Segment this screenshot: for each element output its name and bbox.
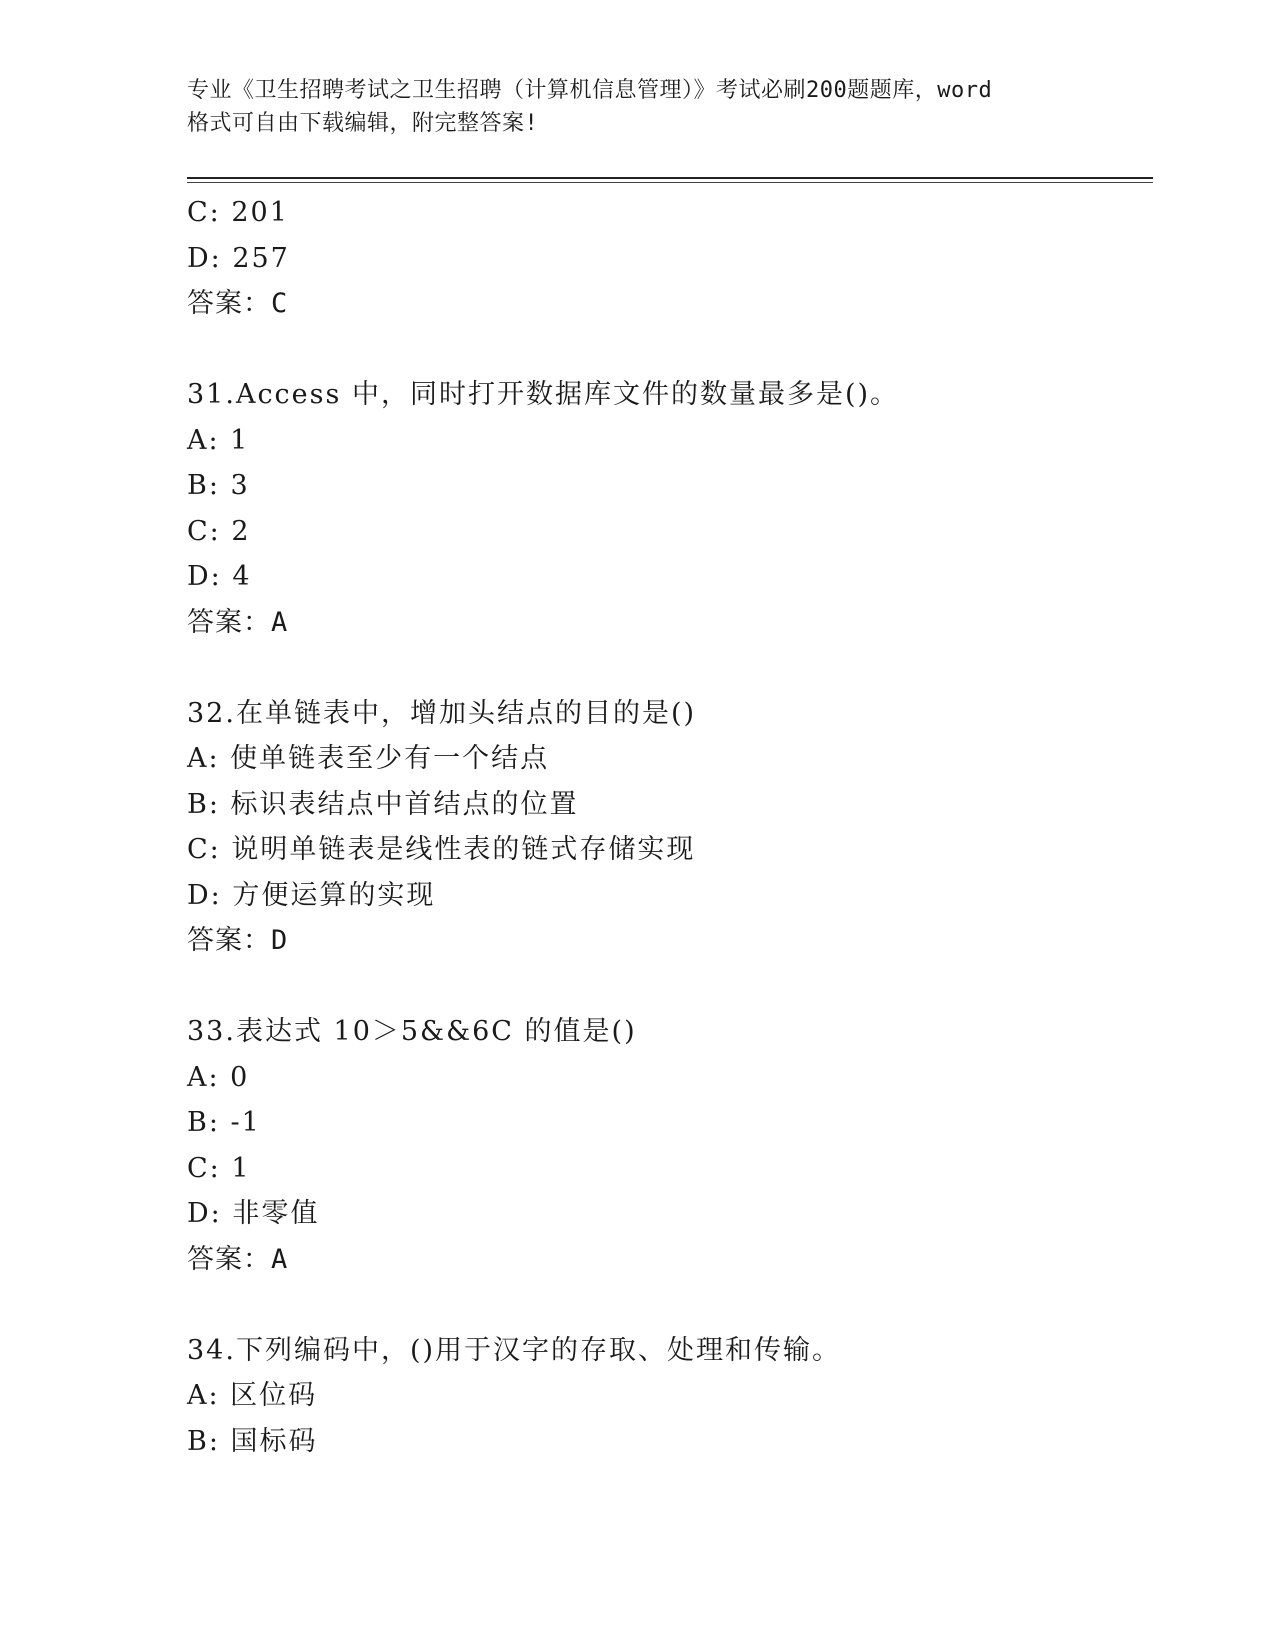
option-a: A: 区位码 — [187, 1380, 318, 1411]
header-rule-thick — [187, 177, 1153, 179]
option-a: A: 0 — [187, 1061, 250, 1093]
option-c: C: 201 — [187, 197, 289, 228]
answer-value: C — [271, 288, 289, 319]
answer-line — [187, 1237, 1153, 1283]
question-list — [187, 190, 1153, 1464]
header-rule-thin — [187, 182, 1153, 183]
answer-value: D — [271, 925, 289, 956]
answer-value: A — [271, 606, 289, 638]
option-a: A: 1 — [187, 424, 250, 456]
option-b: B: 标识表结点中首结点的位置 — [187, 788, 579, 820]
option-c: C: 1 — [187, 1152, 251, 1184]
option-a: A: 使单链表至少有一个结点 — [187, 743, 550, 774]
question-stem: 33.表达式 10＞5&&6C 的值是() — [187, 1016, 637, 1047]
answer-line — [187, 281, 1153, 327]
question-32 — [187, 691, 1153, 964]
option-c: C: 说明单链表是线性表的链式存储实现 — [187, 834, 696, 865]
previous-question-tail — [187, 190, 1153, 327]
question-33 — [187, 1009, 1153, 1282]
option-b: B: -1 — [187, 1107, 261, 1138]
answer-value: A — [271, 1243, 289, 1275]
option-d: D: 257 — [187, 242, 290, 274]
option-d: D: 4 — [187, 561, 252, 592]
option-c: C: 2 — [187, 515, 251, 547]
answer-label: 答案： — [187, 925, 271, 956]
question-31 — [187, 372, 1153, 645]
header-line-1: 专业《卫生招聘考试之卫生招聘（计算机信息管理）》考试必刷200题题库，word — [187, 78, 993, 103]
answer-label: 答案： — [187, 288, 271, 319]
question-stem: 32.在单链表中，增加头结点的目的是() — [187, 697, 697, 729]
document-header — [187, 74, 1087, 140]
answer-label: 答案： — [187, 606, 271, 638]
answer-line — [187, 918, 1153, 964]
option-d: D: 非零值 — [187, 1198, 320, 1229]
option-b: B: 3 — [187, 470, 250, 501]
option-d: D: 方便运算的实现 — [187, 879, 436, 911]
question-stem: 31.Access 中，同时打开数据库文件的数量最多是()。 — [187, 379, 900, 410]
option-b: B: 国标码 — [187, 1425, 318, 1457]
answer-label: 答案： — [187, 1243, 271, 1275]
header-line-2: 格式可自由下载编辑，附完整答案! — [187, 111, 539, 136]
answer-line — [187, 600, 1153, 646]
question-34 — [187, 1328, 1153, 1465]
question-stem: 34.下列编码中，()用于汉字的存取、处理和传输。 — [187, 1334, 842, 1366]
